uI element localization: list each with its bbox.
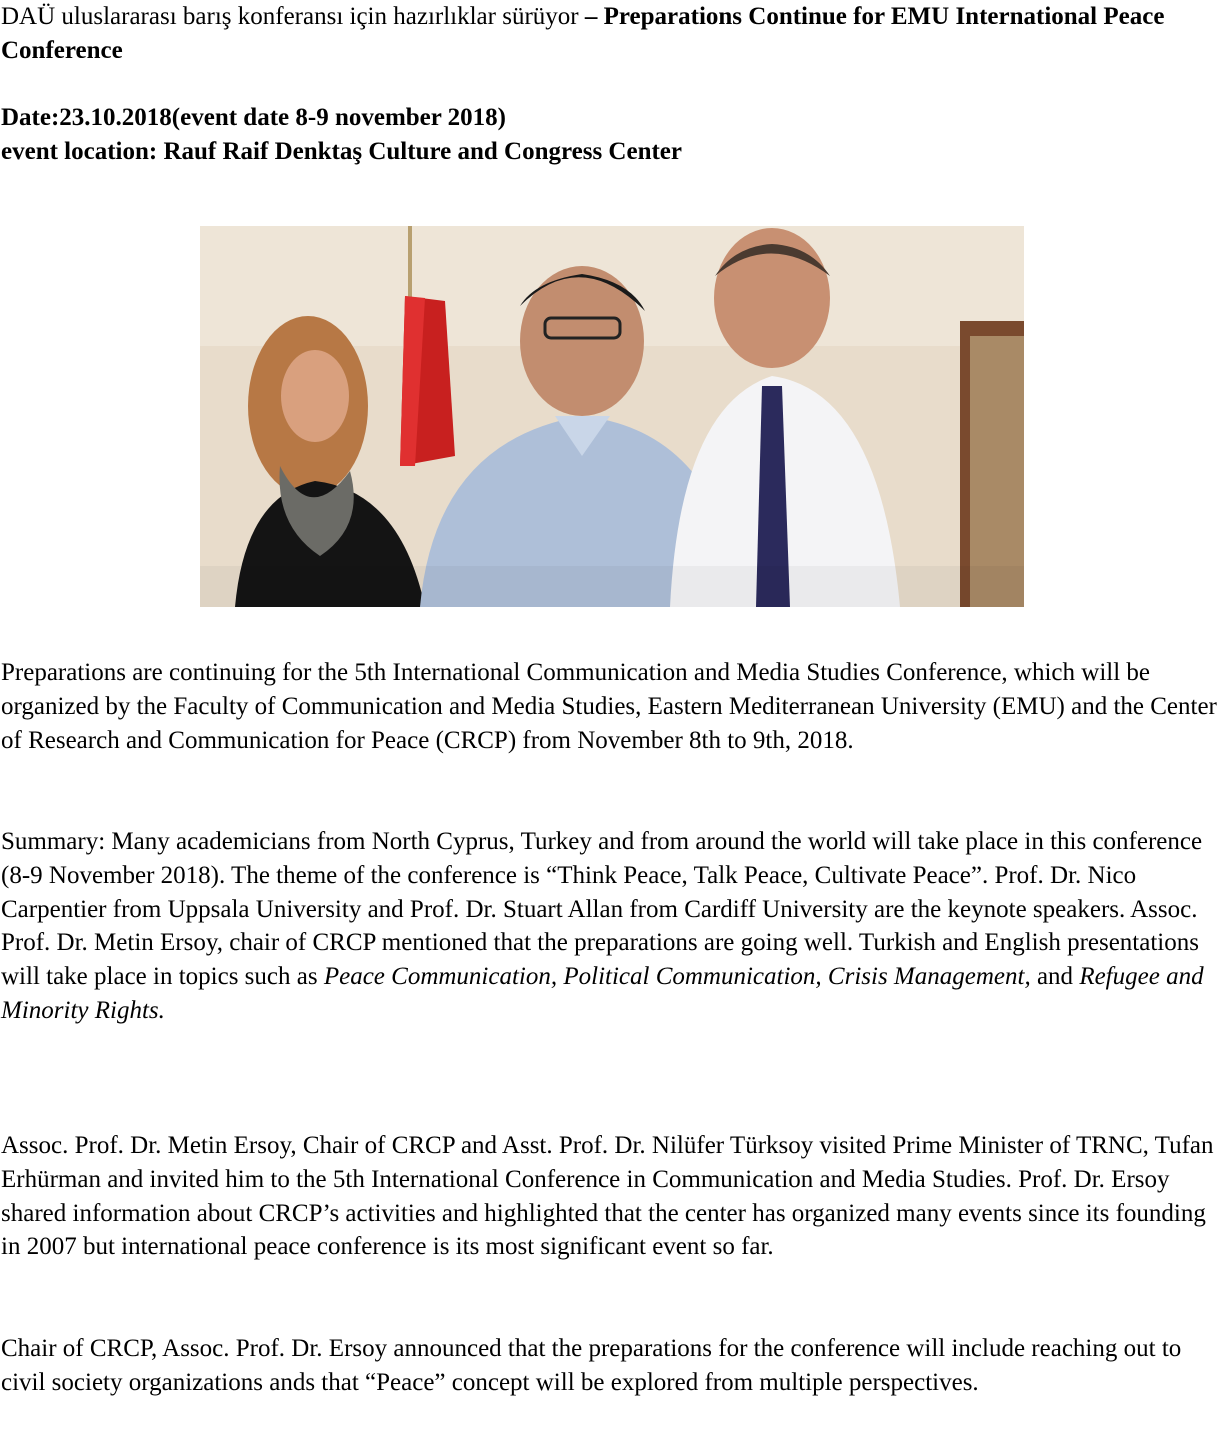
summary-last-topic: Refugee and Minority Rights. xyxy=(1,963,1204,1024)
title-separator: – xyxy=(578,3,604,30)
date-line: Date:23.10.2018(event date 8-9 november 2018) xyxy=(1,104,506,132)
paragraph-2-summary xyxy=(1,825,1223,1028)
paragraph-4: Chair of CRCP, Assoc. Prof. Dr. Ersoy announced that the preparations for the conference will include reaching out to civil society organizations ands that “Peace” concept will be explored from multiple perspectives. xyxy=(1,1335,1182,1396)
event-photo-image xyxy=(200,226,1024,607)
paragraph-3: Assoc. Prof. Dr. Metin Ersoy, Chair of CRCP and Asst. Prof. Dr. Nilüfer Türksoy visited Prime Minister of TRNC, Tufan Erhürman and invited him to the 5th International Conference in Communication and Media Studies. Prof. Dr. Ersoy shared information about CRCP’s activities and highlighted that the center has organized many events since its founding in 2007 but international peace conference is its most significant event so far. xyxy=(1,1132,1214,1261)
event-meta xyxy=(1,101,1223,169)
summary-text: Summary: Many academicians from North Cyprus, Turkey and from around the world will take place in this conference (8-9 November 2018). The theme of the conference is “Think Peace, Talk Peace, Cultivate Peace”. Prof. Dr. Nico Carpentier from Uppsala University and Prof. Dr. Stuart Allan from Cardiff University are the keynote speakers. Assoc. Prof. Dr. Metin Ersoy, chair of CRCP mentioned that the preparations are going well. Turkish and English presentations will take place in topics such as xyxy=(1,828,1203,991)
event-photo xyxy=(200,226,1024,607)
paragraph-1: Preparations are continuing for the 5th International Communication and Media Studies Conference, which will be organized by the Faculty of Communication and Media Studies, Eastern Mediterranean University (EMU) and the Center of Research and Communication for Peace (CRCP) from November 8th to 9th, 2018. xyxy=(1,659,1217,754)
location-line: event location: Rauf Raif Denktaş Culture and Congress Center xyxy=(1,138,682,166)
summary-topics: Peace Communication, Political Communication, Crisis Management, xyxy=(323,963,1031,991)
title-english: Preparations Continue for EMU International Peace Conference xyxy=(1,3,1165,64)
document-title xyxy=(1,0,1223,68)
summary-and: and xyxy=(1030,963,1080,991)
document xyxy=(1,0,1223,169)
title-turkish: DAÜ uluslararası barış konferansı için hazırlıklar sürüyor xyxy=(1,3,579,30)
